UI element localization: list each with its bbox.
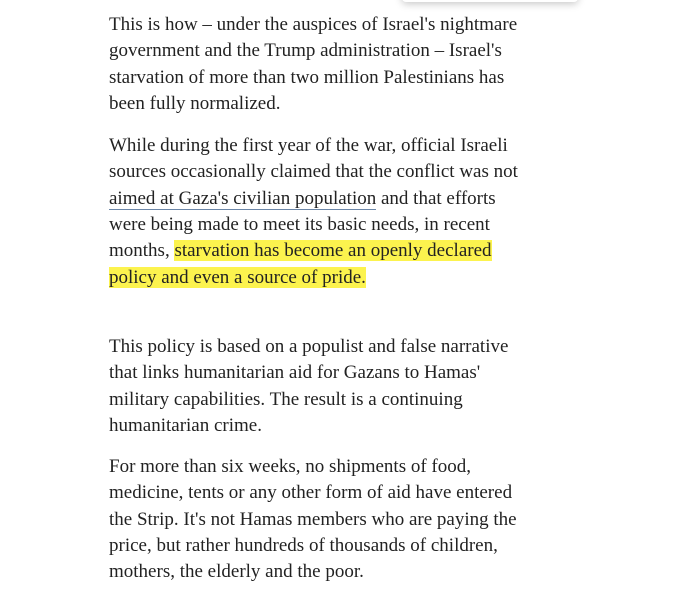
text-line [109,265,549,291]
text-line: This policy is based on a populist and false narrative [109,335,509,357]
text-line: This is how – under the auspices of Israel's nightmare [109,14,518,35]
paragraph-normalization [109,12,549,117]
text-line: sources occasionally claimed that the conflict was not [109,161,518,183]
highlighted-text: starvation has become an openly declared [174,240,492,262]
highlighted-text: policy and even a source of pride. [109,266,366,288]
text-line: starvation of more than two million Palestinians has [109,66,505,88]
text-fragment: months, [109,240,175,262]
text-line: government and the Trump administration – Israel's [109,40,502,62]
article-body [109,12,549,586]
text-line: humanitarian crime. [109,414,262,436]
text-line: the Strip. It's not Hamas members who are paying the [109,508,517,530]
paragraph-populist-narrative [109,334,549,439]
text-line: For more than six weeks, no shipments of food, [109,456,472,478]
text-line: military capabilities. The result is a continuing [109,388,463,410]
text-fragment: and that efforts [376,187,496,209]
paragraph-starvation-policy [109,133,549,291]
text-line: that links humanitarian aid for Gazans to Hamas' [109,362,481,384]
paragraph-aid-blockade [109,454,549,585]
text-line: medicine, tents or any other form of aid have entered [109,482,513,504]
text-line [109,238,549,264]
text-line: mothers, the elderly and the poor. [109,561,364,583]
text-line: were being made to meet its basic needs, in recent [109,214,490,236]
civilian-population-link[interactable]: aimed at Gaza's civilian population [109,187,377,209]
floating-toolbar-edge [402,0,578,2]
text-line: While during the first year of the war, official Israeli [109,135,508,157]
text-line: price, but rather hundreds of thousands of children, [109,535,498,557]
text-line [109,186,549,212]
text-line: been fully normalized. [109,92,281,114]
